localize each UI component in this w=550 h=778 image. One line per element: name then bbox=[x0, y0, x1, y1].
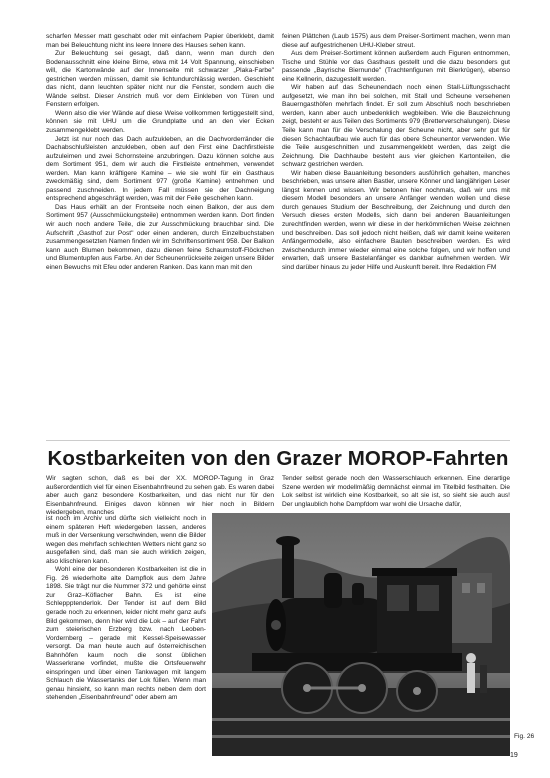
paragraph: ist noch im Archiv und dürfte sich vielleicht noch in einem späteren Heft wiedergeben lassen, anderes muß in der Versenkung verschwinden, wenn die Bilder wegen des mehrfach schlechten Wetters nicht ganz so ausgefallen sind, daß man sie auch wirklich zeigen, also klischieren kann. bbox=[46, 515, 206, 565]
paragraph: Wir haben diese Bauanleitung besonders ausführlich gehalten, manches beschrieben, was unsere alten Bastler, unsere Könner und langjährigen Leser längst kennen und wissen. Wir betonen hier nochmals, daß wir uns mit diesem Modell besonders an unsere Anfänger wenden wollen und diese durch genaues Studium der Beschreibung, der Zeichnung und durch den Versuch dieses ersten Modells, sich dann bei anderen Bauanleitungen zurechtfinden werden, wenn wir diese in der herkömmlichen Weise zeichnen und beschreiben. Das soll jedoch nicht heißen, daß wir damit keine weiteren Anfängermodelle, also einfachere Bauten beschreiben werden. Es wird zwischendurch immer wieder einmal eine solche folgen, und wir hoffen und erwarten, daß unsere Bastelanfänger es dankbar aufnehmen werden. Wir sind darüber hinaus zu jeder Hilfe und Auskunft bereit. Ihre Redaktion FM bbox=[282, 169, 510, 271]
paragraph: Aus dem Preiser-Sortiment können außerdem auch Figuren entnommen, Tische und Stühle vor das Gasthaus gestellt und die dazu besonders gut passende „Bayrische Biernunde" (Trachtenfiguren mit Bierkrügen), ebenso eine Kellnerin, dazugestellt werden. bbox=[282, 50, 510, 83]
paragraph: scharfen Messer matt geschabt oder mit einfachem Papier überklebt, damit man bei Beleuchtung nicht ins leere Innere des Hauses sehen kann. bbox=[46, 33, 274, 49]
paragraph: Wir sagten schon, daß es bei der XX. MOROP-Tagung in Graz außerordentlich viel für einen Eisenbahnfreund zu sehen gab. Es waren dabei aber auch ganz besondere Kostbarkeiten, und das nicht nur für den Eisenbahnfreund. Einiges davon können wir hier noch in Bildern wiedergeben, manches bbox=[46, 475, 274, 517]
paragraph: Jetzt ist nur noch das Dach aufzukleben, an die Dachvorderränder die Dachabschlußleisten anzukleben, oben auf den First eine Dachfirstleiste aufzuleimen und zwei Schornsteine anzubringen. Dazu können solche aus dem Sortiment 951, dem wir auch die Firstleiste entnehmen, verwendet werden. Man kann kräftigere Kamine – wie sie wohl für ein Gasthaus zweckmäßig sind, dem Sortiment 977 (große Kamine) entnehmen und passend zuschneiden. In jedem Fall müssen sie der Dachneigung entsprechend abgeschrägt werden, was mit der Feile geschehen kann. bbox=[46, 135, 274, 203]
paragraph: Wohl eine der besonderen Kostbarkeiten ist die in Fig. 26 wiederholte alte Dampflok aus dem Jahre 1898. Sie trägt nur die Nummer 372 und gehörte einst zur Graz–Köflacher Bahn. Es ist eine Schleppptenderlok. Der Tender ist auf dem Bild gerade noch zu erkennen, leider nicht mehr ganz aufs Bild gekommen, denn hier wird die Lok – auf der Fahrt zum steierischen Erzberg bzw. nach Leoben-Vordernberg – gerade mit Kessel-Speisewasser versorgt. Da man heute auch auf österreichischen Bahnhöfen kaum noch die sonst üblichen Wasserkrane vorfindet, mußte die Ortsfeuerwehr einspringen und über einen Tankwagen mit langem Schlauch die Wassertanks der Lok füllen. Wenn man genau hinsieht, so kann man rechts neben dem dort stehenden „Eisenbahnfreund" oder abem am bbox=[46, 566, 206, 702]
paragraph: Zur Beleuchtung sei gesagt, daß dann, wenn man durch den Bodenausschnitt eine kleine Birne, etwa mit 14 Volt Spannung, einschieben will, die Kartonwände auf der Innenseite mit schwarzer „Plaka-Farbe" gestrichen werden müssen, damit sie lichtundurchlässig werden. Geschieht das nicht, dann leuchten später nicht nur die Fenster, sondern auch die Wände selbst. Dieser Anstrich muß vor dem Einkleben von Türen und Fenstern erfolgen. bbox=[46, 50, 274, 109]
article-body-column bbox=[46, 515, 206, 703]
steam-locomotive-photo bbox=[212, 513, 510, 756]
text-column-right-top bbox=[282, 33, 510, 272]
text-column-left-top bbox=[46, 33, 274, 272]
paragraph: Tender selbst gerade noch den Wasserschlauch erkennen. Eine derartige Szene werden wir modellmäßig demnächst einmal im Titelbild festhalten. Die Lok selbst ist wirklich eine Kostbarkeit, so alt sie ist, so sieht sie auch aus! Der unglaublich hohe Dampfdom war wohl die Ursache dafür, bbox=[282, 475, 510, 508]
article-intro-left bbox=[46, 475, 274, 518]
section-divider bbox=[46, 440, 510, 441]
page-number: 19 bbox=[510, 752, 518, 759]
article-intro-right bbox=[282, 475, 510, 509]
paragraph: feinen Plättchen (Laub 1575) aus dem Preiser-Sortiment machen, wenn man diese auf aufgestrichenen UHU-Kleber streut. bbox=[282, 33, 510, 49]
paragraph: Wir haben auf das Scheunendach noch einen Stall-Lüftungsschacht aufgesetzt, wie man ihn bei solchen, mit Stall und Scheune versehenen Bauerngasthöfen mehrfach findet. Er soll zum Abschluß noch beschrieben werden, kann aber auch unbedenklich wegbleiben. Wie die Bauzeichnung zeigt, besteht er aus Teilen des Sortiments 979 (Bretterverschalungen). Diese Teile kann man für die Verschalung der Scheune nicht, aber sehr gut für diesen Schachtaufbau wie auch für das obere Scheunentor verwenden. Wie die Teile ausgeschnitten und zusammengeklebt werden, das zeigt die Zeichnung. Die Dachhaube besteht aus vier gleichen Kartonteilen, die schwarz gestrichen werden. bbox=[282, 84, 510, 169]
paragraph: Das Haus erhält an der Frontseite noch einen Balkon, der aus dem Sortiment 957 (Ausschmückungsteile) entnommen werden kann. Dort finden wir auch noch andere Teile, die zur Ausschmückung brauchbar sind. Die Aufschrift „Gasthof zur Post" oder einen anderen, durch Einzelbuchstaben zusammengesetzten Namen finden wir im Schriftensortiment 958. Der Balkon kann auch Blumen bekommen, dazu dienen feine Schaumstoff-Flöckchen und Blumentupfen aus Farbe. An der Scheunenrückseite zeigen unsere Bilder einen Bewuchs mit Efeu oder anderen Ranken. Das kann man mit den bbox=[46, 203, 274, 271]
figure-caption: Fig. 26 bbox=[514, 733, 535, 740]
article-headline: Kostbarkeiten von den Grazer MOROP-Fahrten bbox=[47, 447, 509, 470]
paragraph: Wenn also die vier Wände auf diese Weise vollkommen fertiggestellt sind, können sie mit UHU um die Grundplatte und an den vier Ecken zusammengeklebt werden. bbox=[46, 109, 274, 135]
